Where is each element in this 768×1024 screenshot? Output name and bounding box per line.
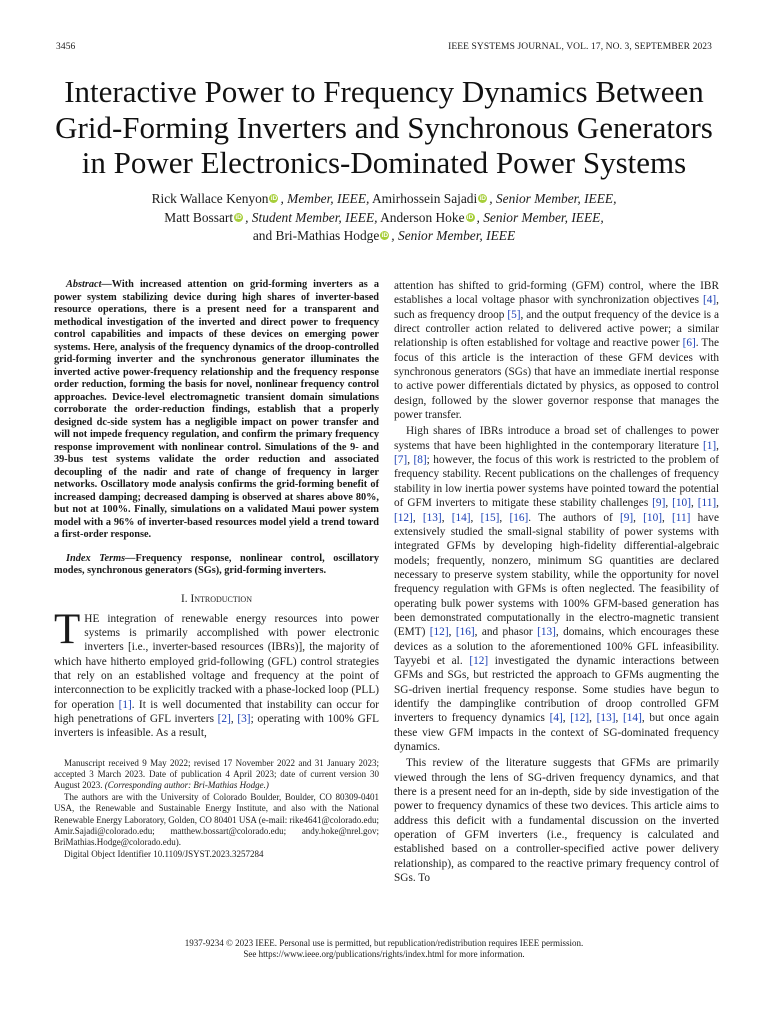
citation-link[interactable]: [11] — [697, 497, 717, 510]
citation-link[interactable]: [12] — [570, 712, 590, 725]
citation-link[interactable]: [12] — [469, 654, 489, 667]
abstract — [54, 279, 379, 542]
body-text: attention has shifted to grid-forming (GFM) control, where the IBR establishes a local voltage phasor with synchronization objectives — [394, 280, 719, 307]
separator: , — [499, 511, 510, 524]
author-line-3 — [40, 227, 728, 246]
paper-title — [40, 74, 728, 181]
author-name: Matt Bossart — [164, 209, 234, 225]
abstract-label: Abstract— — [66, 279, 112, 290]
citation-link[interactable]: [8] — [413, 454, 427, 467]
separator: , — [716, 439, 719, 452]
citation-link[interactable]: [15] — [480, 511, 500, 524]
received-dates: Manuscript received 9 May 2022; revised 17 November 2022 and 31 January 2023; accepted 3 March 2023. Date of publication 4 April 2023; date of current version 30 August 2023. — [54, 757, 379, 791]
copyright-line: 1937-9234 © 2023 IEEE. Personal use is permitted, but republication/redistribution requires IEEE permission. — [184, 938, 584, 948]
affiliation-note: The authors are with the University of Colorado Boulder, Boulder, CO 80309-0401 USA, the Renewable and Sustainable Energy Institute, and also with the National Renewable Energy Laboratory, Golden, CO 80401 USA (e-mail: rike4641@colorado.edu; Amir.Sajadi@colorado.edu; matthew.bossart@colorado.edu; andy.hoke@nrel.gov; BriMathias.Hodge@colorado.edu). — [54, 791, 379, 848]
separator: , — [665, 497, 673, 510]
citation-link[interactable]: [16] — [455, 626, 475, 639]
body-text: High shares of IBRs introduce a broad set of challenges to power systems that have been highlighted in the contemporary literature — [394, 425, 719, 452]
citation-link[interactable]: [1] — [702, 439, 717, 452]
body-text: have extensively studied the small-signal stability of power systems with integrated GFMs by developing high-fidelity differential-algebraic models; frequently, nonzero, minimum SG quantities are declared necessary to preserve system stability, while the opportunity for novel frequency regulation with GFMs is often neglected. The feasibility of operating bulk power systems with 100% GFM-based generation has been demonstrated computationally in the electro-magnetic transient (EMT) — [394, 511, 719, 639]
copyright-footer — [40, 938, 728, 960]
left-column — [54, 279, 379, 860]
author-line-2 — [40, 209, 728, 228]
author-membership: , Member, IEEE, — [280, 191, 370, 206]
separator: , — [661, 511, 673, 524]
body-text: , and phasor — [474, 626, 538, 639]
rights-url-line[interactable]: See https://www.ieee.org/publications/rights/index.html for more information. — [243, 949, 525, 959]
body-text: , and the output frequency of the device is a direct controller action related to delivered active power; a similar relationship is often established for voltage and reactive power — [394, 308, 720, 350]
body-paragraph: This review of the literature suggests that GFMs are primarily viewed through the lens of SG-driven frequency dynamics, and that there is a present need for an in-depth, side by side investigation of the power to frequency dynamics of these two devices. This article aims to address this deficit with a fundamental discussion on the inverted operation of GFM inverters (i.e., frequency is calculated and established based on a controller-specified active power delivery relationship), as compared to the reactive primary frequency control of SGs. To — [394, 757, 719, 885]
separator: , — [562, 712, 571, 725]
body-text: HE integration of renewable energy resources into power systems is primarily accomplished with power electronic inverters [i.e., inverter-based resources (IBRs)], the majority of which have hitherto employed grid-following (GFL) control strategies that rely on an established voltage and frequency at the point of interconnection to be explicitly tracked with a phase-locked loop (PLL) for operation — [54, 612, 379, 711]
journal-running-header: IEEE SYSTEMS JOURNAL, VOL. 17, NO. 3, SEPTEMBER 2023 — [448, 42, 712, 52]
citation-link[interactable]: [10] — [643, 511, 662, 524]
citation-link[interactable]: [14] — [451, 511, 471, 524]
citation-link[interactable]: [4] — [702, 294, 717, 307]
separator: , — [690, 497, 698, 510]
intro-paragraph — [54, 605, 379, 741]
citation-link[interactable]: [7] — [394, 454, 408, 467]
author-line-1 — [40, 190, 728, 209]
orcid-icon[interactable]: iD — [466, 213, 474, 221]
corresponding-author: (Corresponding author: Bri-Mathias Hodge.) — [104, 780, 269, 791]
doi-note: Digital Object Identifier 10.1109/JSYST.2023.3257284 — [64, 848, 264, 859]
citation-link[interactable]: [14] — [623, 712, 642, 725]
body-text: , such as frequency droop — [394, 294, 719, 321]
index-terms-text: Frequency response, nonlinear control, oscillatory modes, synchronous generators (SGs), grid-forming inverters. — [54, 552, 379, 576]
author-name: Anderson Hoke — [377, 209, 465, 225]
body-text: , domains, which encourages these devices as a solution to the aforementioned 100% GFL infeasibility. Tayyebi et al. — [394, 626, 719, 667]
index-terms — [54, 553, 379, 578]
manuscript-history — [54, 758, 379, 792]
title-line-2: Grid-Forming Inverters and Synchronous Generators — [55, 109, 713, 145]
body-text: investigated the dynamic interactions between GFMs and SGs, but restricted the approach to GFMs augmenting the SG-driven inertial frequency response. Some studies have begun to identify the dampinglike contribution of droop controlled GFM inverters to frequency dynamics — [394, 654, 720, 725]
citation-link[interactable]: [13] — [422, 511, 442, 524]
separator: , — [448, 626, 456, 639]
citation-link[interactable]: [9] — [619, 511, 634, 524]
body-text: , — [230, 712, 238, 725]
index-terms-label: Index Terms— — [66, 552, 136, 564]
citation-link[interactable]: [12] — [394, 511, 413, 524]
section-title: Introduction — [190, 592, 252, 605]
separator: , — [441, 511, 452, 524]
orcid-icon[interactable]: iD — [479, 195, 486, 202]
citation-link[interactable]: [5] — [507, 308, 521, 321]
citation-link[interactable]: [2] — [217, 712, 231, 725]
citation-link[interactable]: [13] — [596, 712, 616, 725]
author-name: Amirhossein Sajadi — [369, 191, 478, 206]
abstract-text: With increased attention on grid-forming inverters as a power system stabilizing device during high shares of inverter-based resource operations, there is a present need for a transparent and methodical investigation of the inverted and direct power to frequency control capabilities and impacts of these devices on emerging power systems. Here, analysis of the frequency dynamics of the droop-controlled grid-forming inverter and the synchronous generator illuminates the inverted active power-frequency relationship and the frequency response order reduction, forming the basis for novel, nonlinear frequency control approaches. Device-level electromagnetic transient domain simulations corroborate the order-reduction findings, establish that a properly designed dc-side system has a negligible impact on power transfer and will not impede frequency regulation, and confirm the primary frequency response improvement with nonlinear control. Simulations of the 9- and 39-bus test systems validate the order reduction and associated decoupling of the nadir and rate of change of frequency in larger networks. Oscillatory mode analysis confirms the grid-forming benefit of increased damping; decreased damping is observed at shares above 80%, but not at 100%. Finally, simulations on a validated Maui power system model with a 96% of inverter-based resources model yield a trend toward a first-order response. — [54, 279, 379, 540]
separator: , — [470, 511, 481, 524]
citation-link[interactable]: [9] — [652, 497, 666, 510]
separator: , — [407, 454, 414, 467]
separator: , — [412, 511, 423, 524]
orcid-icon[interactable]: iD — [270, 195, 278, 202]
citation-link[interactable]: [13] — [537, 626, 556, 639]
citation-link[interactable]: [1] — [118, 698, 132, 711]
page-number: 3456 — [56, 42, 76, 52]
section-heading — [54, 593, 379, 605]
title-line-3: in Power Electronics-Dominated Power Systems — [81, 145, 687, 180]
author-membership: , Student Member, IEEE, — [245, 209, 378, 225]
separator: , — [615, 712, 624, 725]
separator: , — [716, 497, 719, 510]
author-membership: , Senior Member, IEEE — [391, 228, 516, 243]
body-paragraph — [394, 424, 719, 754]
author-membership: , Senior Member, IEEE, — [489, 191, 617, 206]
section-numeral: I. — [181, 592, 191, 605]
citation-link[interactable]: [4] — [549, 712, 563, 725]
citation-link[interactable]: [12] — [429, 626, 449, 639]
drop-cap: T — [54, 605, 81, 653]
footnote — [54, 758, 379, 861]
body-text: ; however, the focus of this work is restricted to the problem of frequency stability. Recent publications on the challenges of frequency stability in low inertia power systems have pointed toward the potential of GFM inverters to mitigate these stability challenges — [394, 454, 719, 510]
author-membership: , Senior Member, IEEE, — [476, 209, 604, 225]
body-paragraph — [394, 279, 719, 422]
body-text: . The focus of this article is the interaction of these GFM devices with synchronous generators (SGs) that have an immediate inertial response to active power differentials dictated by physics, as opposed to control design, followed by the slower governor response that manages the power transfer. — [394, 337, 719, 422]
body-text: , but once again these view GFM impacts in the context of SG-dominated frequency dynamics. — [394, 712, 719, 753]
author-name: and Bri-Mathias Hodge — [252, 228, 380, 243]
citation-link[interactable]: [6] — [682, 337, 696, 350]
citation-link[interactable]: [10] — [672, 497, 691, 510]
author-name: Rick Wallace Kenyon — [151, 191, 269, 206]
body-text: ; operating with 100% GFL inverters is infeasible. As a result, — [54, 712, 379, 740]
separator: , — [589, 712, 597, 725]
orcid-icon[interactable]: iD — [381, 232, 389, 239]
body-text: . It is well documented that instability can occur for high penetrations of GFL inverters — [54, 698, 379, 725]
body-text: . The authors of — [528, 511, 620, 524]
citation-link[interactable]: [11] — [672, 511, 691, 524]
title-line-1: Interactive Power to Frequency Dynamics Between — [64, 74, 704, 109]
citation-link[interactable]: [3] — [237, 712, 251, 725]
right-column — [394, 279, 719, 885]
separator: , — [633, 511, 644, 524]
author-list — [40, 190, 728, 246]
citation-link[interactable]: [16] — [509, 511, 529, 524]
orcid-icon[interactable]: iD — [235, 213, 242, 221]
